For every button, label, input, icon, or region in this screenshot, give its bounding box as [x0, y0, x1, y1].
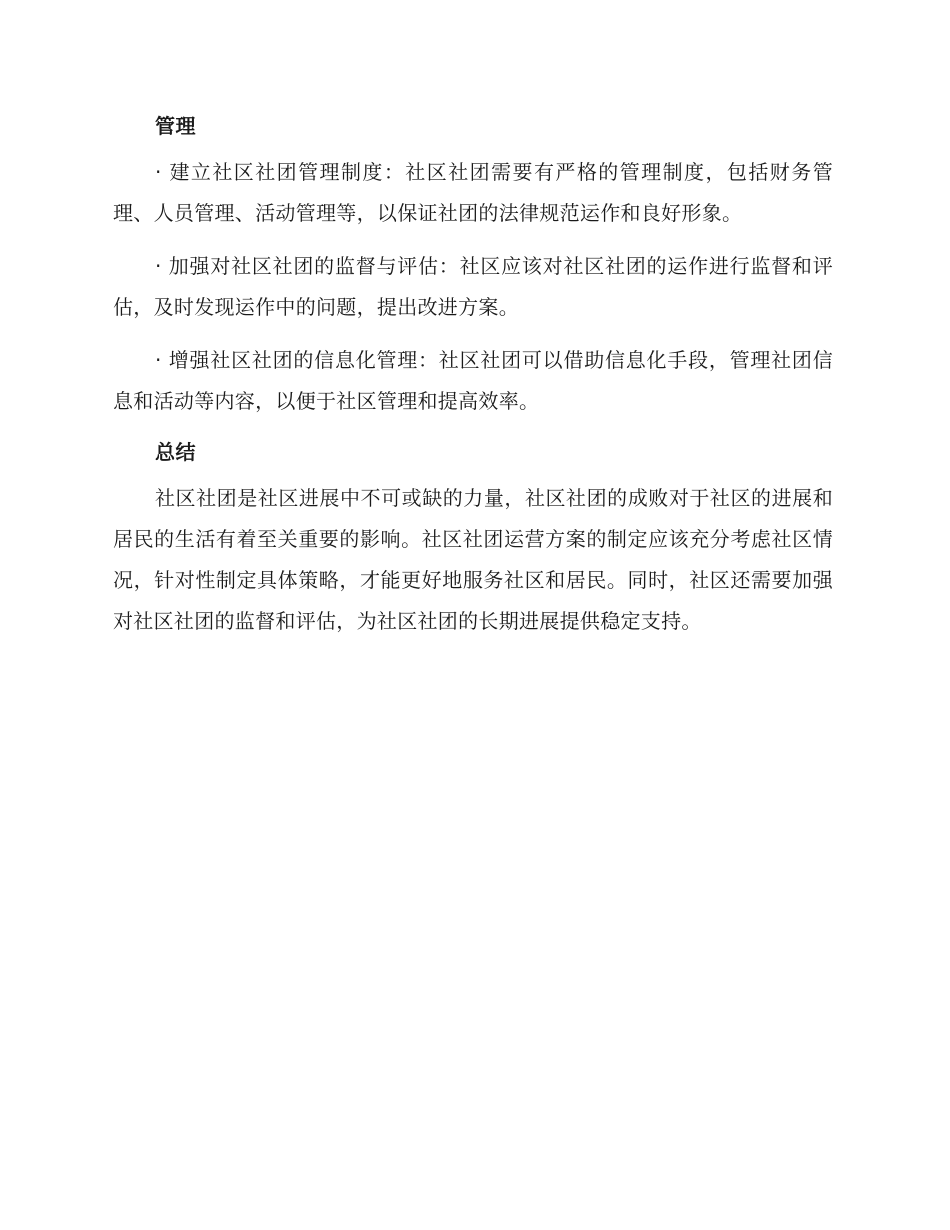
document-page: [113, 108, 833, 642]
section-heading-summary: 总结: [155, 440, 196, 464]
summary-paragraph: 社区社团是社区进展中不可或缺的力量，社区社团的成败对于社区的进展和居民的生活有着至关重要的影响。社区社团运营方案的制定应该充分考虑社区情况，针对性制定具体策略，才能更好地服务社区和居民。同时，社区还需要加强对社区社团的监督和评估，为社区社团的长期进展提供稳定支持。: [113, 486, 833, 633]
bullet-paragraph-informatization: · 增强社区社团的信息化管理：社区社团可以借助信息化手段，管理社团信息和活动等内容，以便于社区管理和提高效率。: [113, 348, 833, 413]
bullet-paragraph-management-system: · 建立社区社团管理制度：社区社团需要有严格的管理制度，包括财务管理、人员管理、活动管理等，以保证社团的法律规范运作和良好形象。: [113, 160, 833, 225]
section-heading-management: 管理: [155, 114, 196, 138]
bullet-paragraph-supervision: · 加强对社区社团的监督与评估：社区应该对社区社团的运作进行监督和评估，及时发现运作中的问题，提出改进方案。: [113, 254, 833, 319]
